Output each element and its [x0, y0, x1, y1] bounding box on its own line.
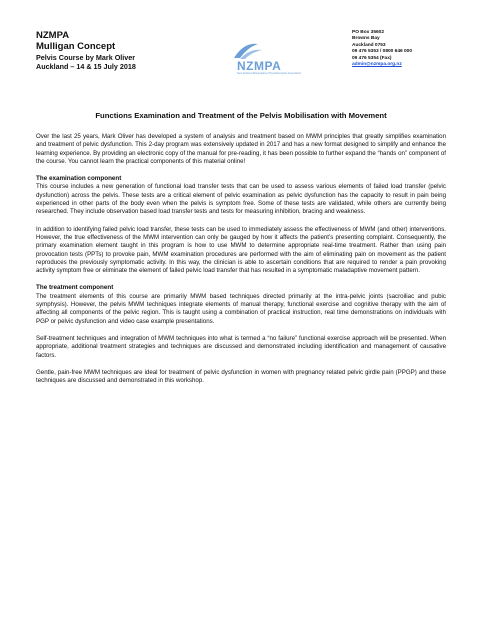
treatment-paragraph-2: Self-treatment techniques and integration of MWM techniques into what is termed a “no failure” functional exercise approach will be presented. When appropriate, additional treatment strategies and techniques are discussed and demonstrated including identification and management of causative factors.	[36, 334, 446, 359]
document-body	[36, 133, 446, 394]
fax-line: 09 476 5354 (Fax)	[352, 55, 392, 61]
phone-line: 09 476 5353 / 0800 646 000	[352, 49, 413, 55]
treatment-paragraph-1: The treatment elements of this course are primarily MWM based techniques directed primarily at the intra-pelvic joints (sacroiliac and pubic symphysis). However, the pelvis MWM techniques integrate elements of manual therapy, functional exercise and cognitive therapy with the aim of affecting all components of the pelvic region. This is taught using a combination of practical instruction, real time demonstrations on individuals with PGP or pelvic dysfunction and video case example presentations.	[36, 292, 446, 325]
logo-tagline: New Zealand Manipulative Physiotherapists Association	[237, 72, 302, 75]
logo-text: NZMPA	[237, 59, 282, 73]
address-line: Auckland 0753	[352, 42, 386, 48]
address-line: Browns Bay	[352, 36, 380, 42]
course-location-dates: Auckland – 14 & 15 July 2018	[36, 62, 136, 71]
email-link[interactable]: admin@nzmpa.org.nz	[352, 62, 402, 68]
concept-name: Mulligan Concept	[36, 41, 116, 52]
address-line: PO Box 35602	[352, 30, 384, 35]
exam-paragraph-1: This course includes a new generation of functional load transfer tests that can be used to assess various elements of failed load transfer (pelvic dysfunction) across the pelvis. These tests are a critical element of pelvic examination as pelvic dysfunction has the capacity to result in pain being experienced in other parts of the body even when the pelvis is symptom free. Some of these tests are validated, while others are currently being researched. They include observation based load transfer tests and tests for measuring inhibition, bracing and weakness.	[36, 183, 446, 216]
header-left	[36, 30, 186, 71]
treatment-heading: The treatment component	[36, 284, 114, 292]
exam-heading: The examination component	[36, 175, 122, 183]
intro-paragraph: Over the last 25 years, Mark Oliver has developed a system of analysis and treatment based on MWM principles that greatly simplifies examination and treatment of pelvic dysfunction. This 2-day program was extensively updated in 2017 and has a new format designed to simplify and enhance the learning experience. By providing an electronic copy of the manual for pre-reading, it has been possible to further expand the “hands on” component of the course. You cannot learn the practical components of this material online!	[36, 133, 446, 165]
document-title: Functions Examination and Treatment of the Pelvis Mobilisation with Movement	[95, 111, 387, 120]
exam-paragraph-2: In addition to identifying failed pelvic load transfer, these tests can be used to immediately assess the effectiveness of MWM (and other) interventions. However, the true effectiveness of the MWM intervention can only be gauged by how it affects the patient’s presenting complaint. Consequently, the primary examination element taught in this program is how to use MWM to determine appropriate real-time treatment. Rather than using pain provocation tests (PPTs) to provoke pain, MWM examination procedures are performed with the aim of eliminating pain on movement as the patient reproduces the previously symptomatic activity. In this way, the clinician is able to ascertain conditions that are required to render a pain provoking activity symptom free or eliminate the element of failed pelvic load transfer that has resulted in a symptomatic maladaptive movement pattern.	[36, 225, 446, 275]
treatment-paragraph-3: Gentle, pain-free MWM techniques are ideal for treatment of pelvic dysfunction in women with pregnancy related pelvic girdle pain (PPGP) and these techniques are discussed and demonstrated in this workshop.	[36, 368, 446, 385]
org-name: NZMPA	[36, 30, 70, 41]
contact-block	[352, 30, 462, 68]
course-name: Pelvis Course by Mark Oliver	[36, 53, 136, 62]
nzmpa-logo	[228, 38, 308, 80]
